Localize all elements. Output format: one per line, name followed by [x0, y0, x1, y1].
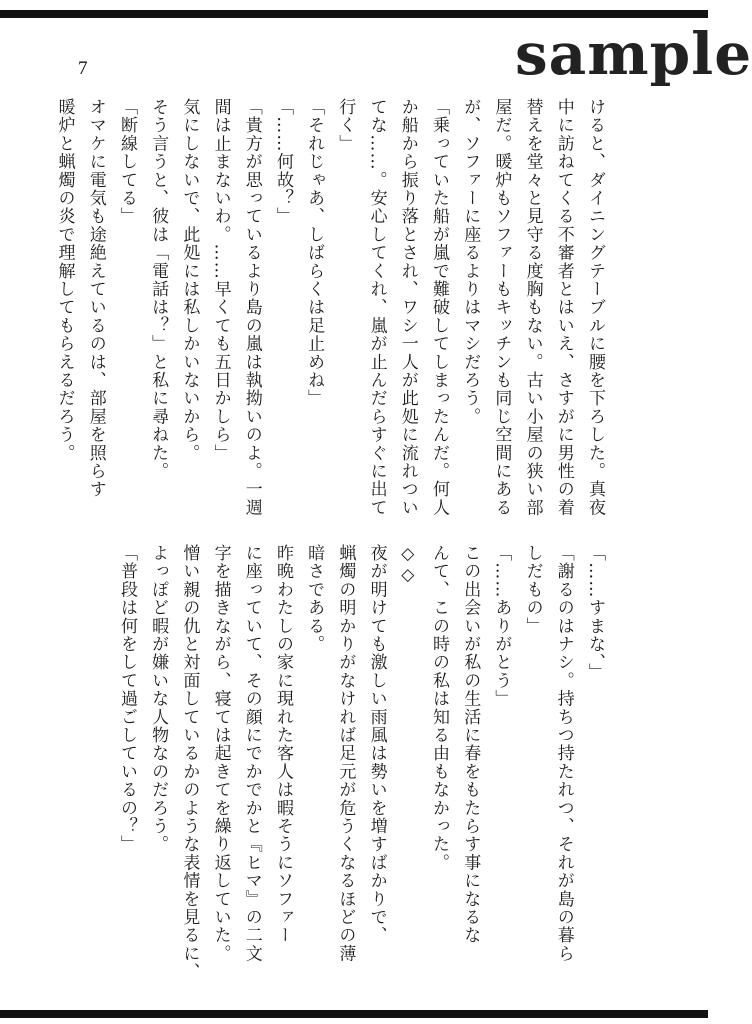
- text-line: が、ソファーに座るよりはマシだろう。: [460, 98, 481, 426]
- text-line: か船から振り落とされ、ワシ一人が此処に流れつい: [397, 98, 418, 517]
- text-line: 屋だ。暖炉もソファーもキッチンも同じ空間にある: [491, 98, 512, 517]
- text-line: よっぽど暇が嫌いな人物なのだろう。: [148, 544, 169, 854]
- text-line: んて、この時の私は知る由もなかった。: [428, 544, 449, 872]
- text-line: そう言うと、彼は「電話は？」と私に尋ねた。: [148, 98, 169, 481]
- text-line: 気にしないで、此処には私しかいないから。: [179, 98, 200, 462]
- text-line: 替えを堂々と見守る度胸もない。古い小屋の狭い部: [522, 98, 543, 517]
- bottom-rule: [0, 1010, 708, 1018]
- text-line: 「……ありがとう」: [491, 544, 512, 708]
- text-line: 中に訪ねてくる不審者とはいえ、さすがに男性の着: [553, 98, 574, 517]
- text-line: けると、ダイニングテーブルに腰を下ろした。真夜: [585, 98, 605, 517]
- text-line: に座っていて、その顔にでかでかと『ヒマ』の二文: [241, 544, 262, 963]
- sample-watermark: sample: [515, 20, 752, 88]
- text-line: 間は止まないわ。……早くても五日かしら」: [210, 98, 231, 462]
- text-line: 昨晩わたしの家に現れた客人は暇そうにソファー: [272, 544, 293, 945]
- text-line: 蝋燭の明かりがなければ足元が危うくなるほどの薄: [335, 544, 356, 963]
- text-line: 暗さである。: [304, 544, 325, 654]
- text-line: 「謝るのはナシ。持ちつ持たれつ、それが島の暮ら: [553, 544, 574, 963]
- text-line: この出会いが私の生活に春をもたらす事になるな: [460, 544, 481, 945]
- text-line: 夜が明けても激しい雨風は勢いを増すばかりで、: [366, 544, 387, 945]
- text-line: オマケに電気も途絶えているのは、部屋を照らす: [85, 98, 106, 499]
- text-line: 「それじゃあ、しばらくは足止めね」: [304, 98, 325, 408]
- text-block-upper: [54, 98, 610, 517]
- text-line: 「……何故？」: [272, 98, 293, 226]
- top-rule: [0, 10, 708, 18]
- text-line: 「貴方が思っているより島の嵐は執拗いのよ。一週: [241, 98, 262, 517]
- text-line: 「断線してる」: [116, 98, 137, 226]
- section-break: ◇◇: [397, 544, 418, 587]
- text-line: しだもの」: [522, 544, 543, 635]
- text-line: 「乗っていた船が嵐で難破してしまったんだ。何人: [428, 98, 449, 517]
- text-line: 字を描きながら、寝ては起きてを繰り返していた。: [210, 544, 231, 963]
- text-line: てな……。安心してくれ、嵐が止んだらすぐに出て: [366, 98, 387, 517]
- text-line: 暖炉と蝋燭の炎で理解してもらえるだろう。: [54, 98, 75, 462]
- text-line: 憎い親の仇と対面しているかのような表情を見るに、: [179, 544, 200, 981]
- page-number: 7: [78, 58, 88, 79]
- text-line: 「……すまな、」: [585, 544, 605, 682]
- text-line: 行く」: [335, 98, 356, 153]
- text-line: 「普段は何をして過ごしているの？」: [116, 544, 137, 854]
- text-block-lower: [90, 544, 610, 981]
